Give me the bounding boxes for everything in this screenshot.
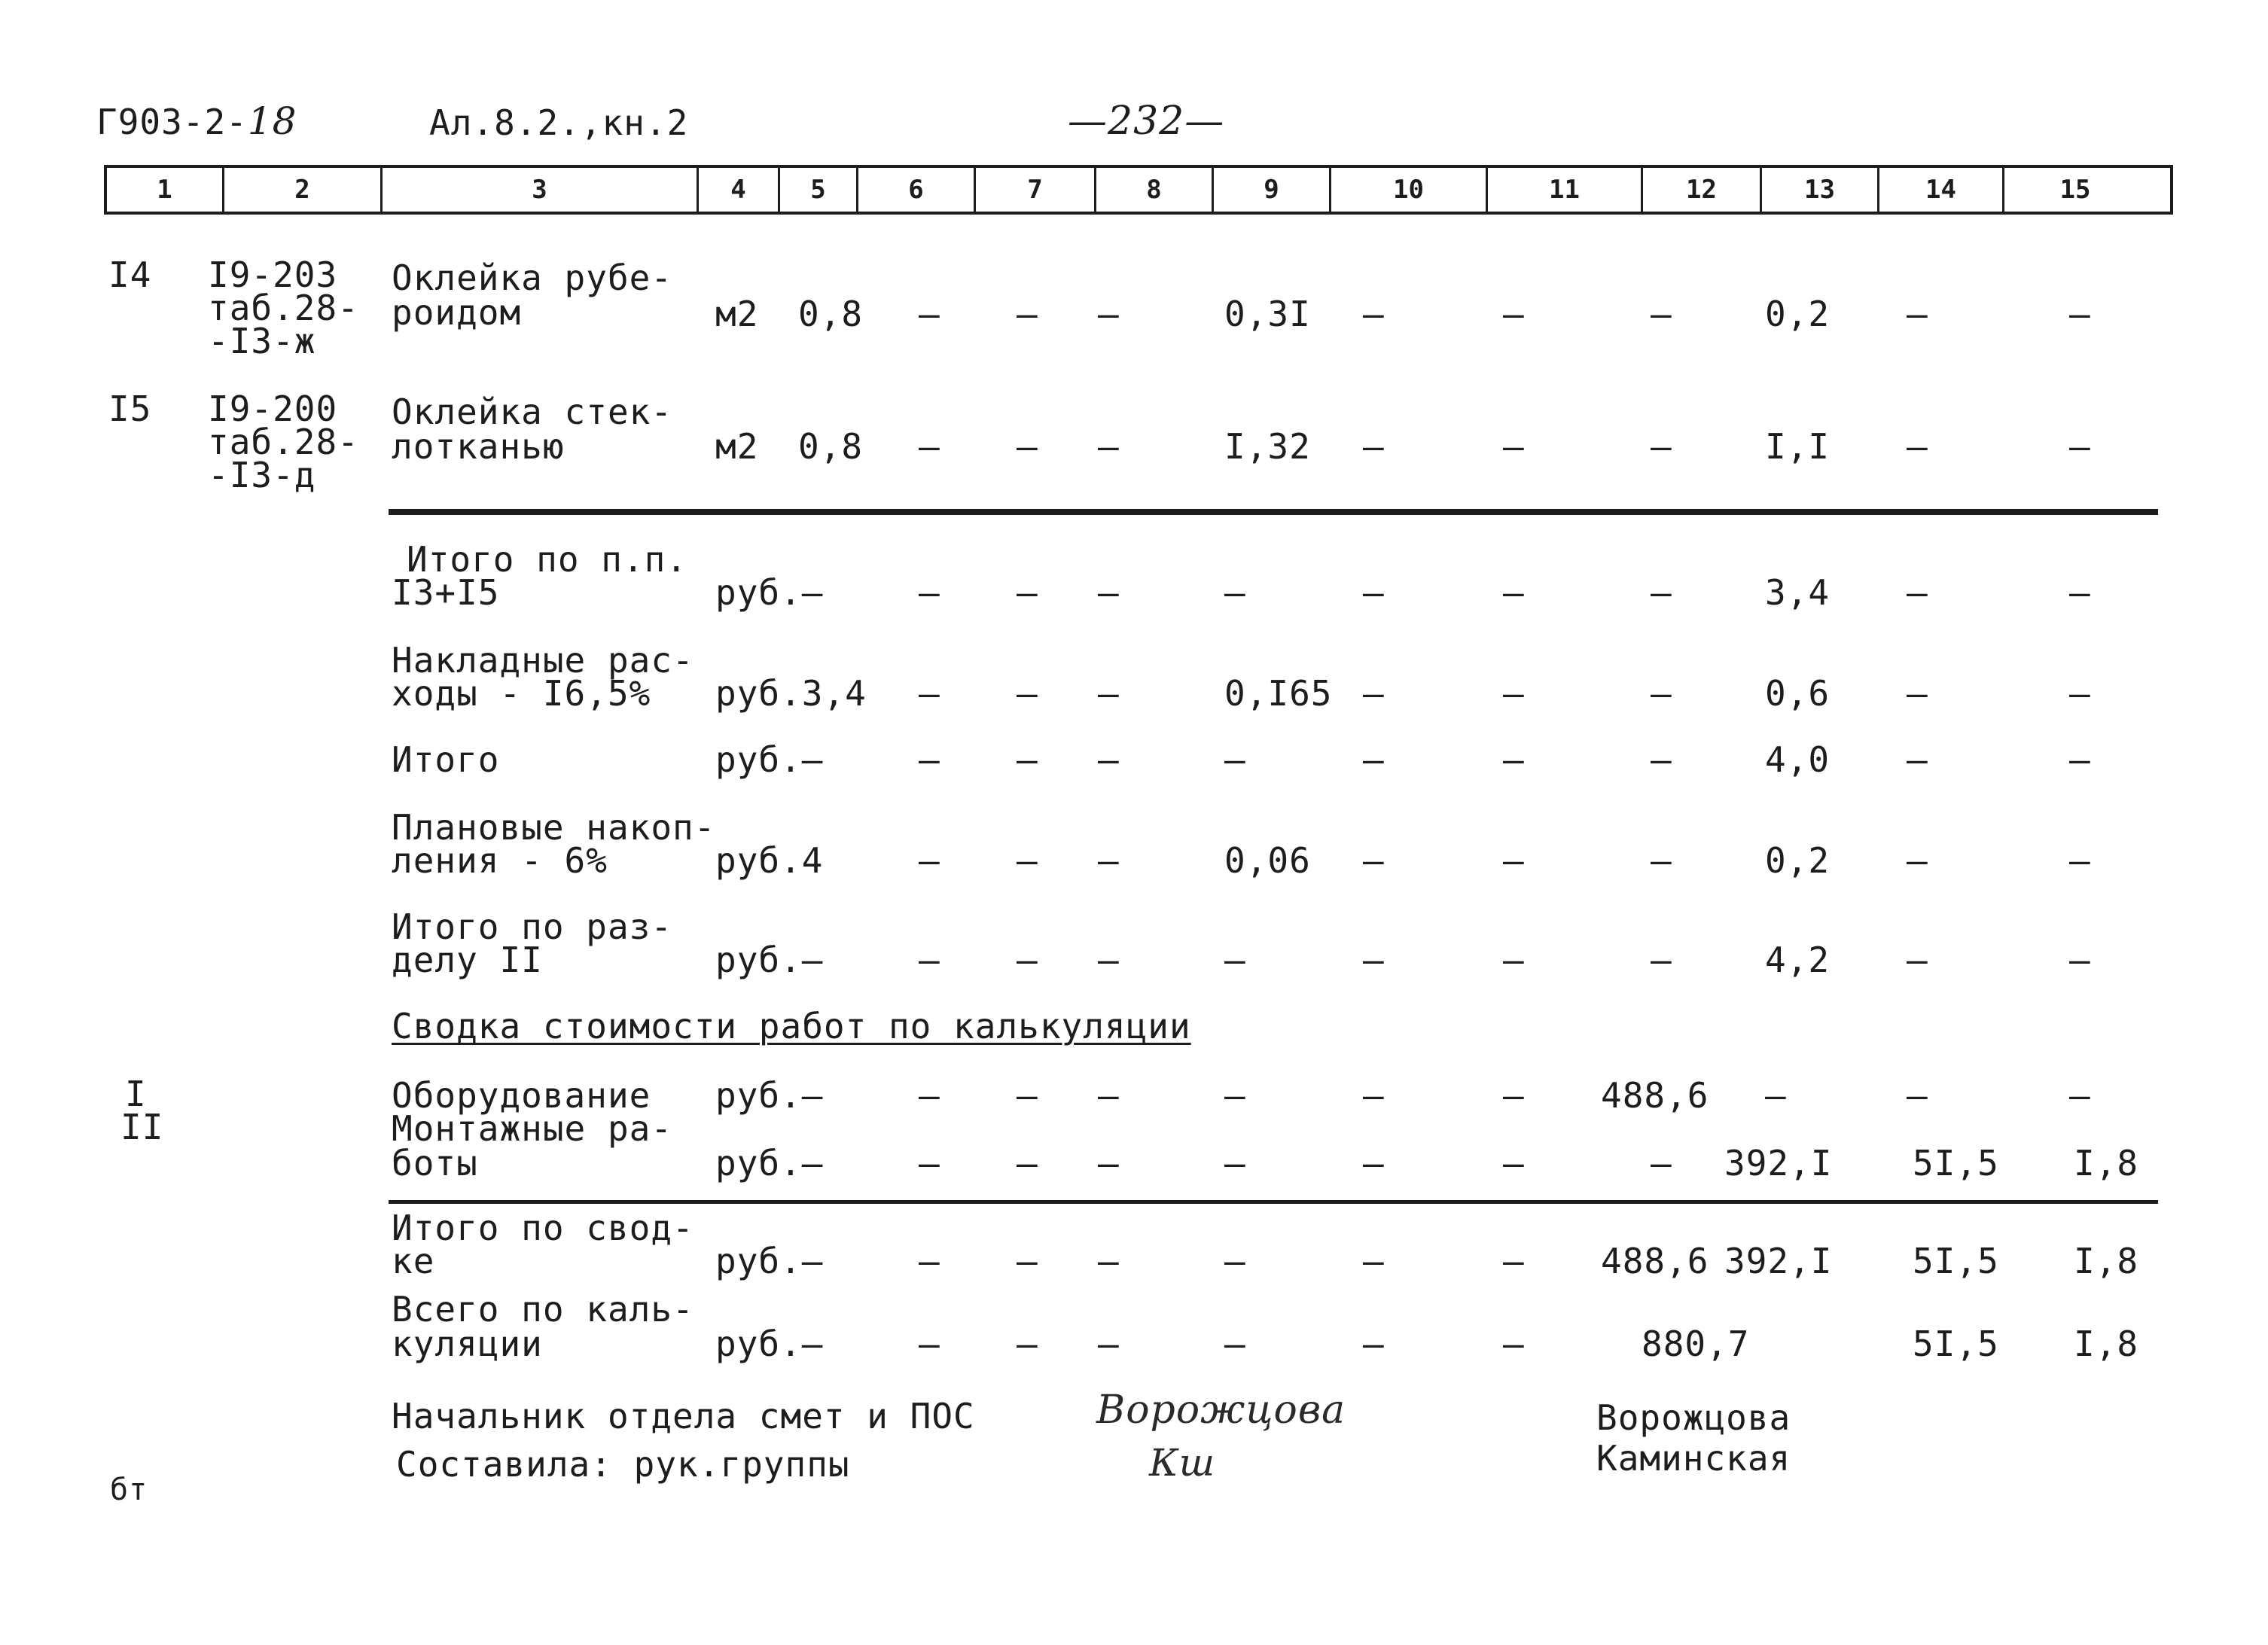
cell-col15: –	[2069, 426, 2091, 467]
cell-col13: 0,2	[1765, 294, 1831, 334]
cell-col13: 0,6	[1765, 673, 1831, 714]
column-header: 14	[1879, 168, 2004, 212]
cell-col9: –	[1224, 739, 1246, 780]
cell-col11: –	[1503, 940, 1525, 980]
cell-col6: –	[919, 572, 940, 613]
cell-col6: –	[919, 1324, 940, 1364]
row-label: куляции	[392, 1324, 543, 1364]
cell-col8: –	[1098, 294, 1120, 334]
compiler-name: Каминская	[1596, 1438, 1791, 1479]
row-number: I4	[108, 254, 152, 295]
cell-col14: 5I,5	[1913, 1241, 1999, 1281]
cell-col7: –	[1017, 1143, 1038, 1183]
cell-col15: –	[2069, 1075, 2091, 1116]
cell-col12: –	[1651, 840, 1672, 881]
row-number: II	[120, 1107, 164, 1147]
cell-col14: –	[1907, 940, 1928, 980]
cell-col6: –	[919, 1143, 940, 1183]
cell-col15: –	[2069, 572, 2091, 613]
quantity: 0,8	[798, 426, 864, 467]
cell-col6: –	[919, 739, 940, 780]
norm-code: таб.28-	[208, 288, 359, 328]
row-label: Накладные рас-	[392, 640, 694, 681]
cell-col15: –	[2069, 673, 2091, 714]
cell-col15: –	[2069, 940, 2091, 980]
cell-col12: 488,6	[1601, 1241, 1709, 1281]
unit: м2	[715, 426, 759, 467]
row-label: Итого по п.п.	[407, 539, 688, 580]
column-header: 7	[976, 168, 1096, 212]
cell-col11: –	[1503, 1075, 1525, 1116]
cell-col12: –	[1651, 1143, 1672, 1183]
cell-col10: –	[1363, 572, 1385, 613]
cell-col15: –	[2069, 739, 2091, 780]
cell-col6: –	[919, 940, 940, 980]
norm-code: -I3-д	[208, 455, 316, 495]
work-name: Оклейка рубе-	[392, 257, 673, 298]
cell-col13: 392,I	[1724, 1241, 1833, 1281]
row-label: делу II	[392, 940, 543, 980]
cell-col12: –	[1651, 426, 1672, 467]
cell-col11: –	[1503, 673, 1525, 714]
section-divider	[389, 509, 2158, 515]
cell-col8: –	[1098, 426, 1120, 467]
row-label: ходы - I6,5%	[392, 673, 651, 714]
cell-col10: –	[1363, 673, 1385, 714]
signature-head: Ворожцова	[1096, 1388, 1346, 1433]
column-header: 2	[224, 168, 383, 212]
row-label: I3+I5	[392, 572, 500, 613]
cell-col15: I,8	[2074, 1324, 2139, 1364]
cell-col14: –	[1907, 294, 1928, 334]
head-of-department-label: Начальник отдела смет и ПОС	[392, 1396, 975, 1436]
cell-col6: –	[919, 1075, 940, 1116]
cell-col12: –	[1651, 673, 1672, 714]
cell-col8: –	[1098, 572, 1120, 613]
cell-col11: –	[1503, 572, 1525, 613]
row-label: ке	[392, 1241, 435, 1281]
column-header: 12	[1643, 168, 1762, 212]
row-number: I5	[108, 388, 152, 429]
cell-col7: –	[1017, 840, 1038, 881]
cell-col12: –	[1651, 940, 1672, 980]
head-name: Ворожцова	[1596, 1397, 1791, 1438]
cell-col12: –	[1651, 739, 1672, 780]
column-header: 11	[1488, 168, 1643, 212]
cell-col9: I,32	[1224, 426, 1311, 467]
unit: руб.–	[715, 739, 824, 780]
cell-col11: –	[1503, 739, 1525, 780]
column-header: 13	[1762, 168, 1879, 212]
column-header: 6	[858, 168, 976, 212]
cell-col9: 0,3I	[1224, 294, 1311, 334]
column-header: 3	[383, 168, 699, 212]
column-header: 4	[699, 168, 780, 212]
cell-col10: –	[1363, 1143, 1385, 1183]
cell-col9: –	[1224, 1143, 1246, 1183]
unit: руб.–	[715, 1075, 824, 1116]
row-label: Итого по свод-	[392, 1208, 694, 1248]
cell-col14: –	[1907, 426, 1928, 467]
work-name: лотканью	[392, 426, 565, 467]
unit: руб.4	[715, 840, 824, 881]
cell-col11: –	[1503, 1324, 1525, 1364]
unit: руб.3,4	[715, 673, 867, 714]
cell-col9: –	[1224, 572, 1246, 613]
cell-col14: –	[1907, 840, 1928, 881]
compiler-label: Составила: рук.группы	[396, 1444, 850, 1485]
norm-code: таб.28-	[208, 422, 359, 462]
cell-col10: –	[1363, 1241, 1385, 1281]
cell-col12: –	[1651, 572, 1672, 613]
column-header: 8	[1096, 168, 1214, 212]
norm-code: I9-203	[208, 254, 338, 295]
summary-divider	[389, 1200, 2158, 1204]
cell-col10: –	[1363, 840, 1385, 881]
cell-col11: –	[1503, 1143, 1525, 1183]
cell-col8: –	[1098, 1324, 1120, 1364]
cell-col12: –	[1651, 294, 1672, 334]
column-header-row	[104, 165, 2173, 215]
cell-col9: 0,06	[1224, 840, 1311, 881]
cell-col9: –	[1224, 940, 1246, 980]
cell-col9: –	[1224, 1075, 1246, 1116]
unit: руб.–	[715, 1324, 824, 1364]
cell-col8: –	[1098, 673, 1120, 714]
cell-col6: –	[919, 840, 940, 881]
cell-col7: –	[1017, 1241, 1038, 1281]
unit: руб.–	[715, 940, 824, 980]
cell-col10: –	[1363, 1075, 1385, 1116]
cell-col14: 5I,5	[1913, 1324, 1999, 1364]
cell-col12: 488,6	[1601, 1075, 1709, 1116]
cell-col12-13: 880,7	[1642, 1324, 1750, 1364]
quantity: 0,8	[798, 294, 864, 334]
summary-heading: Сводка стоимости работ по калькуляции	[392, 1006, 1191, 1046]
cell-col8: –	[1098, 840, 1120, 881]
album-reference: Ал.8.2.,кн.2	[429, 102, 689, 143]
cell-col14: –	[1907, 572, 1928, 613]
document-code: Г903-2-18	[96, 99, 297, 143]
cell-col13: I,I	[1765, 426, 1831, 467]
cell-col6: –	[919, 426, 940, 467]
cell-col15: I,8	[2074, 1241, 2139, 1281]
cell-col13: 0,2	[1765, 840, 1831, 881]
cell-col11: –	[1503, 294, 1525, 334]
signature-compiler: Кш	[1149, 1441, 1216, 1485]
cell-col8: –	[1098, 1143, 1120, 1183]
row-label: Монтажные ра-	[392, 1108, 673, 1149]
cell-col13: 4,0	[1765, 739, 1831, 780]
cell-col14: –	[1907, 673, 1928, 714]
cell-col10: –	[1363, 739, 1385, 780]
cell-col11: –	[1503, 426, 1525, 467]
cell-col9: –	[1224, 1241, 1246, 1281]
cell-col10: –	[1363, 426, 1385, 467]
cell-col13: 3,4	[1765, 572, 1831, 613]
column-header: 15	[2059, 175, 2091, 205]
norm-code: I9-200	[208, 388, 338, 429]
cell-col13: –	[1765, 1075, 1787, 1116]
cell-col10: –	[1363, 294, 1385, 334]
cell-col7: –	[1017, 572, 1038, 613]
cell-col11: –	[1503, 1241, 1525, 1281]
cell-col7: –	[1017, 739, 1038, 780]
cell-col6: –	[919, 673, 940, 714]
cell-col8: –	[1098, 940, 1120, 980]
row-label: Оборудование	[392, 1075, 651, 1116]
cell-col7: –	[1017, 940, 1038, 980]
column-header: 5	[780, 168, 858, 212]
cell-col7: –	[1017, 294, 1038, 334]
unit: руб.–	[715, 1143, 824, 1183]
unit: руб.–	[715, 1241, 824, 1281]
cell-col8: –	[1098, 1241, 1120, 1281]
cell-col10: –	[1363, 1324, 1385, 1364]
cell-col14: –	[1907, 1075, 1928, 1116]
cell-col9: 0,I65	[1224, 673, 1333, 714]
unit: м2	[715, 294, 759, 334]
cell-col13: 392,I	[1724, 1143, 1833, 1183]
cell-col7: –	[1017, 673, 1038, 714]
cell-col8: –	[1098, 1075, 1120, 1116]
row-label: ления - 6%	[392, 840, 608, 881]
cell-col6: –	[919, 1241, 940, 1281]
cell-col7: –	[1017, 426, 1038, 467]
cell-col9: –	[1224, 1324, 1246, 1364]
cell-col14: –	[1907, 739, 1928, 780]
norm-code: -I3-ж	[208, 321, 316, 361]
cell-col11: –	[1503, 840, 1525, 881]
row-label: Итого по раз-	[392, 906, 673, 947]
unit: руб.–	[715, 572, 824, 613]
column-header: 9	[1214, 168, 1331, 212]
cell-col6: –	[919, 294, 940, 334]
cell-col15: –	[2069, 840, 2091, 881]
corner-mark: бт	[110, 1473, 148, 1507]
row-label: Всего по каль-	[392, 1289, 694, 1330]
cell-col15: I,8	[2074, 1143, 2139, 1183]
column-header: 10	[1331, 168, 1488, 212]
row-label: Плановые накоп-	[392, 807, 716, 848]
work-name: роидом	[392, 292, 522, 333]
cell-col8: –	[1098, 739, 1120, 780]
column-header: 1	[107, 168, 224, 212]
cell-col13: 4,2	[1765, 940, 1831, 980]
cell-col7: –	[1017, 1324, 1038, 1364]
page-number: —232—	[1068, 99, 1225, 144]
cell-col15: –	[2069, 294, 2091, 334]
cell-col7: –	[1017, 1075, 1038, 1116]
row-label: Итого	[392, 739, 500, 780]
cell-col10: –	[1363, 940, 1385, 980]
row-number: I	[125, 1074, 147, 1114]
work-name: Оклейка стек-	[392, 391, 673, 432]
cell-col14: 5I,5	[1913, 1143, 1999, 1183]
row-label: боты	[392, 1143, 478, 1183]
